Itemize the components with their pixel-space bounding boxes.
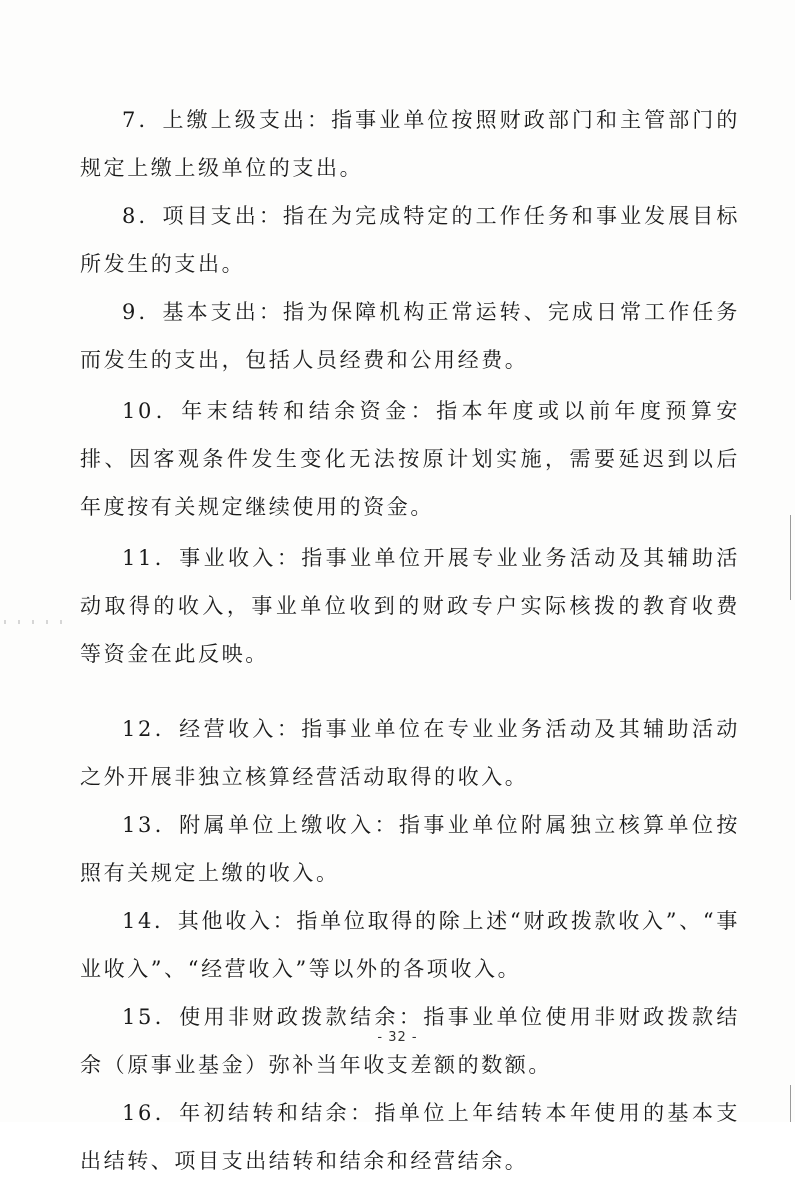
paragraph-item-15: 15．使用非财政拨款结余：指事业单位使用非财政拨款结余（原事业基金）弥补当年收支差额的数额。 (80, 1005, 740, 1077)
scan-edge-mark-upper (790, 515, 791, 600)
paragraph-item-12: 12．经营收入：指事业单位在专业业务活动及其辅助活动之外开展非独立核算经营活动取得的收入。 (80, 717, 740, 789)
paragraph-item-7: 7．上缴上级支出：指事业单位按照财政部门和主管部门的规定上缴上级单位的支出。 (80, 108, 740, 180)
page-number: - 32 - (377, 1030, 418, 1045)
scan-edge-mark-lower (790, 1085, 791, 1122)
paragraph-item-9: 9．基本支出：指为保障机构正常运转、完成日常工作任务而发生的支出，包括人员经费和公用经费。 (80, 300, 740, 372)
paragraph-item-8: 8．项目支出：指在为完成特定的工作任务和事业发展目标所发生的支出。 (80, 204, 740, 276)
paragraph-item-13: 13．附属单位上缴收入：指事业单位附属独立核算单位按照有关规定上缴的收入。 (80, 813, 740, 885)
paragraph-item-11: 11．事业收入：指事业单位开展专业业务活动及其辅助活动取得的收入，事业单位收到的财政专户实际核拨的教育收费等资金在此反映。 (80, 546, 740, 666)
scan-dust-marks (4, 620, 64, 624)
paragraph-item-16: 16．年初结转和结余：指单位上年结转本年使用的基本支出结转、项目支出结转和结余和经营结余。 (80, 1101, 740, 1173)
document-body (80, 96, 740, 1185)
paragraph-item-10: 10．年末结转和结余资金：指本年度或以前年度预算安排、因客观条件发生变化无法按原计划实施，需要延迟到以后年度按有关规定继续使用的资金。 (80, 399, 740, 519)
paragraph-item-14: 14．其他收入：指单位取得的除上述“财政拨款收入”、“事业收入”、“经营收入”等以外的各项收入。 (80, 909, 740, 981)
